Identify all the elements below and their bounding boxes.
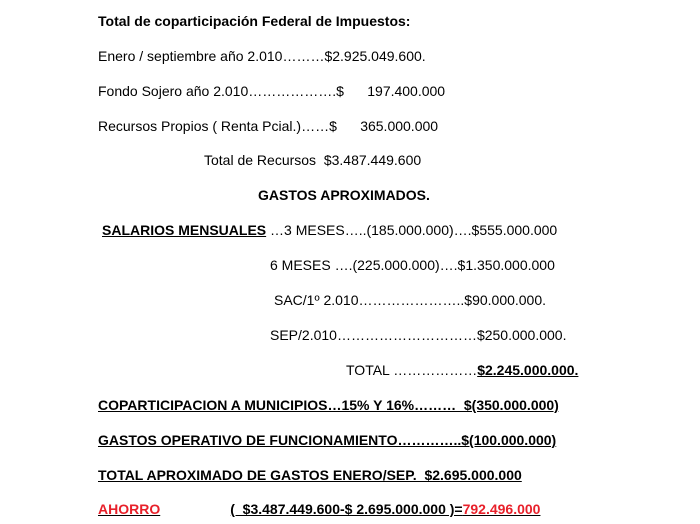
income-coparticipacion-line: Enero / septiembre año 2.010………$2.925.049.600. [98,48,426,64]
expenses-heading: GASTOS APROXIMADOS. [258,187,430,203]
income-total-recursos: Total de Recursos $3.487.449.600 [204,152,422,168]
expenses-total-line [346,361,578,379]
ahorro-label: AHORRO [98,501,161,517]
ahorro-line [98,500,540,518]
income-recursos-propios-line: Recursos Propios ( Renta Pcial.)……$ 365.000.000 [98,118,439,134]
total-aproximado-gastos-line: TOTAL APROXIMADO DE GASTOS ENERO/SEP. $2.695.000.000 [98,467,522,483]
gastos-operativo-line: GASTOS OPERATIVO DE FUNCIONAMIENTO…………..$(100.000.000) [98,432,557,448]
sep-line: SEP/2.010…………………………$250.000.000. [270,327,567,343]
coparticipacion-municipios-line: COPARTICIPACION A MUNICIPIOS…15% Y 16%……… $(350.000.000) [98,397,559,413]
salarios-6-meses-line: 6 MESES ….(225.000.000)….$1.350.000.000 [270,257,555,273]
ahorro-formula: ( $3.487.449.600-$ 2.695.000.000 )= [230,501,463,517]
salarios-label: SALARIOS MENSUALES [102,222,267,238]
income-title: Total de coparticipación Federal de Impuestos: [98,13,411,29]
expenses-total-prefix: TOTAL ……………… [346,362,478,378]
expenses-total-value: $2.245.000.000. [477,362,579,378]
salarios-3-meses-value: …3 MESES…..(185.000.000)….$555.000.000 [266,222,558,238]
salarios-3-meses-line [102,221,557,239]
income-fondo-sojero-line: Fondo Sojero año 2.010……………….$ 197.400.000 [98,83,446,99]
ahorro-result: 792.496.000 [462,501,541,517]
sac-line: SAC/1º 2.010…………………..$90.000.000. [274,292,547,308]
